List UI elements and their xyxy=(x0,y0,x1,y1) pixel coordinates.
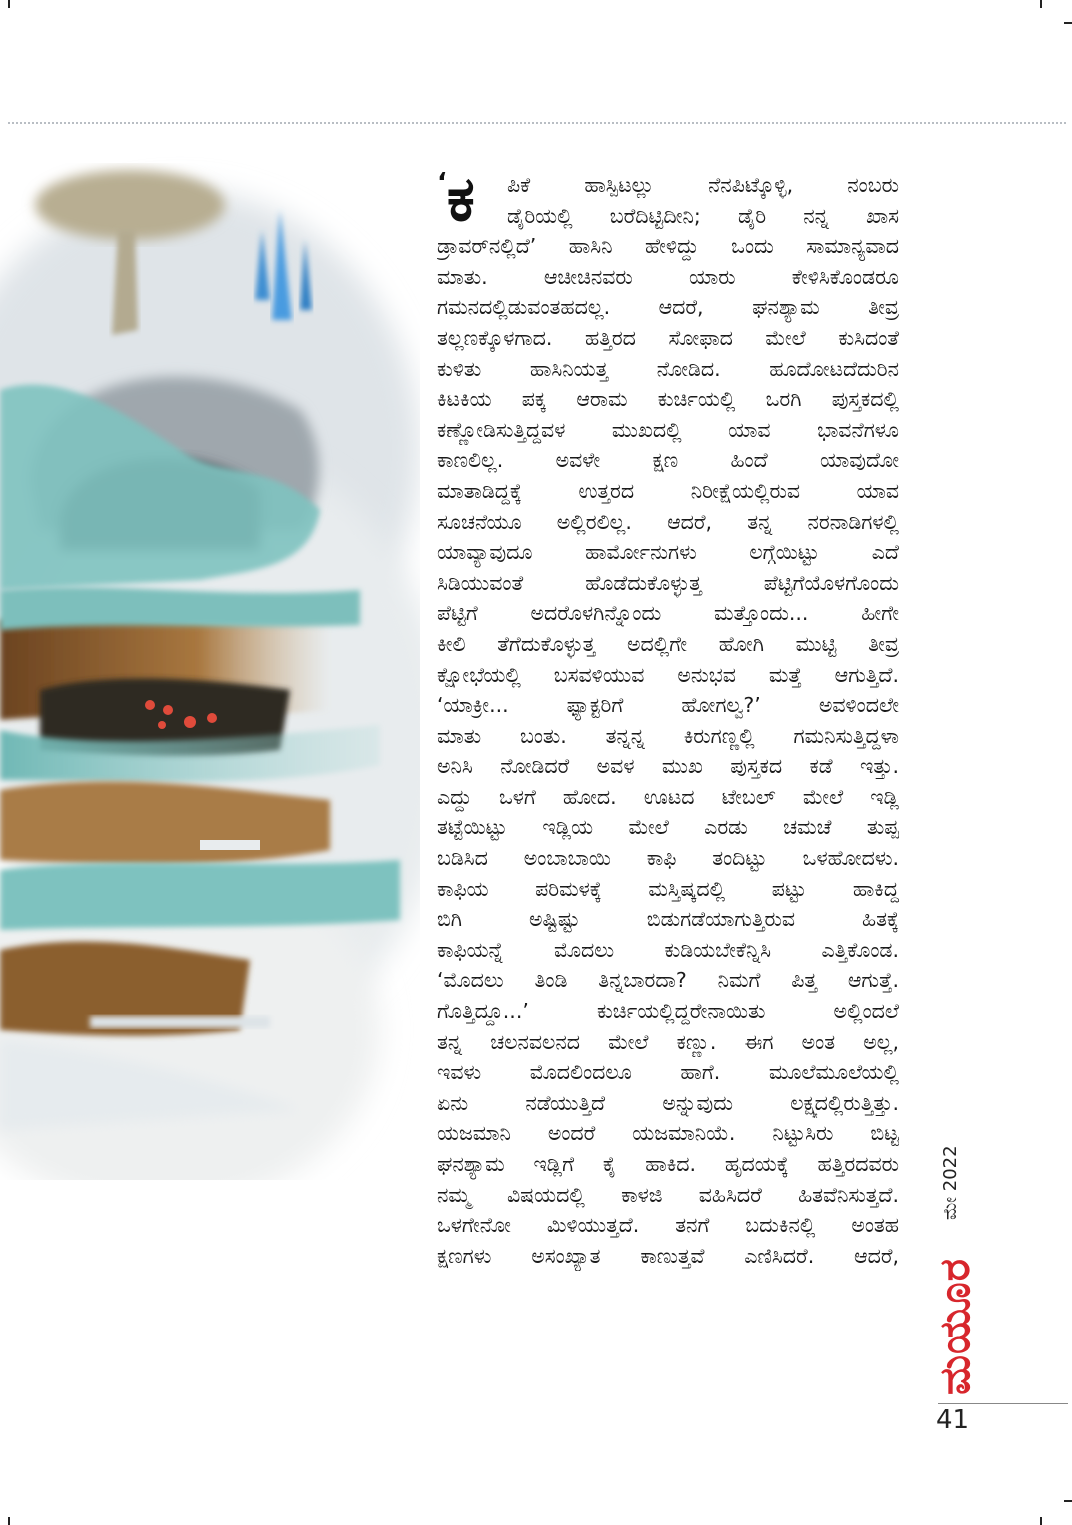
magazine-name: ಮಯೂರ xyxy=(930,1258,979,1395)
article-line: ಕ್ಷೋಭೆಯಲ್ಲಿ ಬಸವಳಿಯುವ ಅನುಭವ ಮತ್ತೆ ಆಗುತ್ತಿದೆ. xyxy=(437,662,899,687)
article-line: ಒಳಗೇನೋ ಮಿಳಿಯುತ್ತದೆ. ತನಗೆ ಬದುಕಿನಲ್ಲಿ ಅಂತಹ xyxy=(437,1213,899,1238)
article-line: ಪಿಕೆ ಹಾಸ್ಪಿಟಲ್ಲು ನೆನಪಿಟ್ಕೊಳ್ಳಿ, ನಂಬರು xyxy=(507,173,899,197)
article-line: ಕ್ಷಣಗಳು ಅಸಂಖ್ಯಾತ ಕಾಣುತ್ತವೆ ಎಣಿಸಿದರೆ. ಆದರೆ, xyxy=(437,1243,899,1268)
article-line: ಕಿಟಕಿಯ ಪಕ್ಕ ಆರಾಮ ಕುರ್ಚಿಯಲ್ಲಿ ಒರಗಿ ಪುಸ್ತಕದಲ್ಲಿ xyxy=(437,387,899,412)
folio-rule xyxy=(938,1403,1068,1404)
article-line: ಬಿಗಿ ಅಷ್ಟಿಷ್ಟು ಬಿಡುಗಡೆಯಾಗುತ್ತಿರುವ ಹಿತಕ್ಕೆ xyxy=(437,907,899,932)
article-line: ಕಾಫಿಯ ಪರಿಮಳಕ್ಕೆ ಮಸ್ತಿಷ್ಕದಲ್ಲಿ ಪಟ್ಟು ಹಾಕಿದ್ದ xyxy=(437,876,899,901)
opening-quote: ‘ xyxy=(437,168,447,198)
article-line: ಮಾತು. ಆಚೀಚಿನವರು ಯಾರು ಕೇಳಿಸಿಕೊಂಡರೂ xyxy=(437,264,899,289)
article-line: ಗಮನದಲ್ಲಿಡುವಂತಹದಲ್ಲ. ಆದರೆ, ಘನಶ್ಯಾಮ ತೀವ್ರ xyxy=(437,295,899,320)
header-dotted-rule xyxy=(8,122,1066,124)
article-line: ಏನು ನಡೆಯುತ್ತಿದೆ ಅನ್ನುವುದು ಲಕ್ಷ್ಯದಲ್ಲಿರುತ್ತಿತ್ತು. xyxy=(437,1090,899,1115)
article-line: ಕಣ್ಣೋಡಿಸುತ್ತಿದ್ದವಳ ಮುಖದಲ್ಲಿ ಯಾವ ಭಾವನೆಗಳೂ xyxy=(437,417,899,442)
article-line: ಯಾವ್ಯಾವುದೂ ಹಾರ್ಮೋನುಗಳು ಲಗ್ಗೆಯಿಟ್ಟು ಎದೆ xyxy=(437,540,899,565)
crop-mark-right-top xyxy=(1064,22,1072,24)
article-line: ಕುಳಿತು ಹಾಸಿನಿಯತ್ತ ನೋಡಿದ. ಹೂದೋಟದೆದುರಿನ xyxy=(437,356,899,381)
article-line: ಇವಳು ಮೊದಲಿಂದಲೂ ಹಾಗೆ. ಮೂಲೆಮೂಲೆಯಲ್ಲಿ xyxy=(437,1060,899,1085)
article-line: ‘ಮೊದಲು ತಿಂಡಿ ತಿನ್ನಬಾರದಾ? ನಿಮಗೆ ಪಿತ್ತ ಆಗುತ್ತೆ. xyxy=(437,968,899,993)
crop-mark-top-right xyxy=(1040,0,1042,8)
article-line: ‘ಯಾಕ್ರೀ... ಫ್ಯಾಕ್ಟರಿಗೆ ಹೋಗಲ್ವ?’ ಅವಳಿಂದಲೇ xyxy=(437,693,899,718)
issue-date: ಮೇ 2022 xyxy=(940,1145,961,1220)
crop-mark-right-bottom xyxy=(1064,1500,1072,1502)
article-line: ಡೈರಿಯಲ್ಲಿ ಬರೆದಿಟ್ಟಿದೀನಿ; ಡೈರಿ ನನ್ನ ಖಾಸ xyxy=(507,203,899,228)
crop-mark-bottom-right xyxy=(1040,1517,1042,1525)
article-line: ಕಾಫಿಯನ್ನೆ ಮೊದಲು ಕುಡಿಯಬೇಕೆನ್ನಿಸಿ ಎತ್ತಿಕೊಂಡ. xyxy=(437,937,899,962)
article-line: ತನ್ನ ಚಲನವಲನದ ಮೇಲೆ ಕಣ್ಣು. ಈಗ ಅಂತ ಅಲ್ಲ, xyxy=(437,1029,899,1054)
article-line: ಮಾತಾಡಿದ್ದಕ್ಕೆ ಉತ್ತರದ ನಿರೀಕ್ಷೆಯಲ್ಲಿರುವ ಯಾವ xyxy=(437,478,899,503)
article-line: ತಟ್ಟೆಯಿಟ್ಟು ಇಡ್ಲಿಯ ಮೇಲೆ ಎರಡು ಚಮಚೆ ತುಪ್ಪ xyxy=(437,815,899,840)
article-line: ಯಜಮಾನಿ ಅಂದರೆ ಯಜಮಾನಿಯೆ. ನಿಟ್ಟುಸಿರು ಬಿಟ್ಟ xyxy=(437,1121,899,1146)
article-body xyxy=(437,162,899,1271)
article-line: ಎದ್ದು ಒಳಗೆ ಹೋದ. ಊಟದ ಟೇಬಲ್ ಮೇಲೆ ಇಡ್ಲಿ xyxy=(437,784,899,809)
article-line: ಗೊತ್ತಿದ್ದೂ...’ ಕುರ್ಚಿಯಲ್ಲಿದ್ದರೇನಾಯಿತು ಅಲ್ಲಿಂದಲೆ xyxy=(437,999,899,1024)
article-line: ನಮ್ಮ ವಿಷಯದಲ್ಲಿ ಕಾಳಜಿ ವಹಿಸಿದರೆ ಹಿತವೆನಿಸುತ್ತದೆ. xyxy=(437,1182,899,1207)
page-number: 41 xyxy=(936,1405,970,1435)
crop-mark-top-left xyxy=(8,0,10,8)
article-line: ಸೂಚನೆಯೂ ಅಲ್ಲಿರಲಿಲ್ಲ. ಆದರೆ, ತನ್ನ ನರನಾಡಿಗಳಲ್ಲಿ xyxy=(437,509,899,534)
article-line: ಪೆಟ್ಟಿಗೆ ಅದರೊಳಗಿನ್ನೊಂದು ಮತ್ತೊಂದು... ಹೀಗೇ xyxy=(437,601,899,626)
article-line: ಅನಿಸಿ ನೋಡಿದರೆ ಅವಳ ಮುಖ ಪುಸ್ತಕದ ಕಡೆ ಇತ್ತು. xyxy=(437,754,899,779)
crop-mark-bottom-left xyxy=(8,1517,10,1525)
abstract-illustration xyxy=(0,150,420,1180)
article-line: ಘನಶ್ಯಾಮ ಇಡ್ಲಿಗೆ ಕೈ ಹಾಕಿದ. ಹೃದಯಕ್ಕೆ ಹತ್ತಿರದವರು xyxy=(437,1152,899,1176)
article-line: ಸಿಡಿಯುವಂತೆ ಹೊಡೆದುಕೊಳ್ಳುತ್ತ ಪೆಟ್ಟಿಗೆಯೊಳಗೊಂದು xyxy=(437,570,899,595)
article-line: ತಲ್ಲಣಕ್ಕೊಳಗಾದ. ಹತ್ತಿರದ ಸೋಫಾದ ಮೇಲೆ ಕುಸಿದಂತೆ xyxy=(437,325,899,350)
article-line: ಕೀಲಿ ತೆಗೆದುಕೊಳ್ಳುತ್ತ ಅದಲ್ಲಿಗೇ ಹೋಗಿ ಮುಟ್ಟಿ ತೀವ್ರ xyxy=(437,631,899,656)
article-line: ಬಡಿಸಿದ ಅಂಬಾಬಾಯಿ ಕಾಫಿ ತಂದಿಟ್ಟು ಒಳಹೋದಳು. xyxy=(437,846,899,871)
article-line: ಡ್ರಾವರ್‌ನಲ್ಲಿದೆ’ ಹಾಸಿನಿ ಹೇಳಿದ್ದು ಒಂದು ಸಾಮಾನ್ಯವಾದ xyxy=(437,234,899,259)
article-line: ಕಾಣಲಿಲ್ಲ. ಅವಳೇ ಕ್ಷಣ ಹಿಂದೆ ಯಾವುದೋ xyxy=(437,448,899,473)
article-line: ಮಾತು ಬಂತು. ತನ್ನನ್ನ ಕಿರುಗಣ್ಣಲ್ಲಿ ಗಮನಿಸುತ್ತಿದ್ದಳಾ xyxy=(437,723,899,748)
drop-cap: ‘ಕ xyxy=(437,162,475,235)
